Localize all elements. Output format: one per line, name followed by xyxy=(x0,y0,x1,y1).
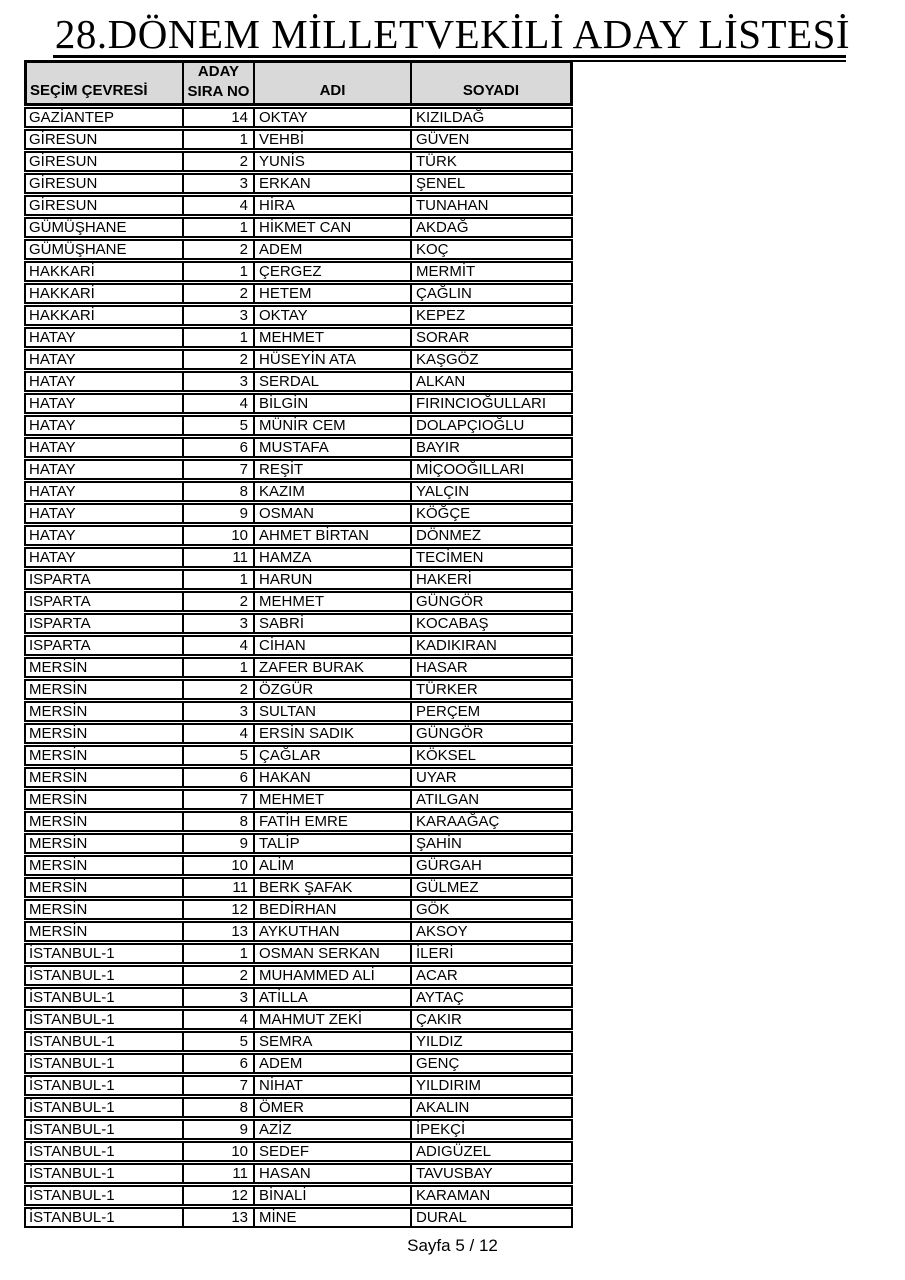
first-name-cell: ZAFER BURAK xyxy=(255,659,412,676)
first-name-cell: SEDEF xyxy=(255,1143,412,1160)
district-cell: MERSİN xyxy=(26,659,184,676)
last-name-cell: HAKERİ xyxy=(416,571,472,588)
order-no-cell: 5 xyxy=(184,747,255,764)
last-name-cell: ÇAKIR xyxy=(416,1011,462,1028)
last-name-cell: SORAR xyxy=(416,329,470,346)
header-district: SEÇİM ÇEVRESİ xyxy=(27,63,184,103)
table-row xyxy=(24,1163,573,1184)
last-name-cell: DURAL xyxy=(416,1209,467,1226)
first-name-cell: ÖZGÜR xyxy=(255,681,412,698)
first-name-cell: FATİH EMRE xyxy=(255,813,412,830)
table-row xyxy=(24,547,573,568)
order-no-cell: 2 xyxy=(184,967,255,984)
table-row xyxy=(24,1053,573,1074)
district-cell: İSTANBUL-1 xyxy=(26,1033,184,1050)
order-no-cell: 4 xyxy=(184,197,255,214)
table-row xyxy=(24,393,573,414)
table-row xyxy=(24,437,573,458)
order-no-cell: 1 xyxy=(184,571,255,588)
order-no-cell: 11 xyxy=(184,1165,255,1182)
last-name-cell: UYAR xyxy=(416,769,457,786)
order-no-cell: 12 xyxy=(184,1187,255,1204)
header-order-no-line1: ADAY xyxy=(197,63,240,80)
table-row xyxy=(24,789,573,810)
last-name-cell: ÇAĞLIN xyxy=(416,285,472,302)
order-no-cell: 1 xyxy=(184,131,255,148)
first-name-cell: ADEM xyxy=(255,1055,412,1072)
last-name-cell: GÜNGÖR xyxy=(416,725,484,742)
last-name-cell: AKDAĞ xyxy=(416,219,469,236)
order-no-cell: 2 xyxy=(184,681,255,698)
first-name-cell: OKTAY xyxy=(255,307,412,324)
order-no-cell: 8 xyxy=(184,813,255,830)
order-no-cell: 10 xyxy=(184,527,255,544)
first-name-cell: BİLGİN xyxy=(255,395,412,412)
last-name-cell: MERMİT xyxy=(416,263,476,280)
district-cell: HAKKARİ xyxy=(26,263,184,280)
table-row xyxy=(24,1207,573,1228)
first-name-cell: MEHMET xyxy=(255,791,412,808)
first-name-cell: MAHMUT ZEKİ xyxy=(255,1011,412,1028)
candidate-table xyxy=(24,60,573,1229)
first-name-cell: ERKAN xyxy=(255,175,412,192)
table-row xyxy=(24,591,573,612)
header-order-no xyxy=(184,63,255,103)
table-row xyxy=(24,965,573,986)
table-row xyxy=(24,107,573,128)
table-row xyxy=(24,943,573,964)
last-name-cell: TECİMEN xyxy=(416,549,484,566)
district-cell: GAZİANTEP xyxy=(26,109,184,126)
last-name-cell: GÜLMEZ xyxy=(416,879,479,896)
last-name-cell: FIRINCIOĞULLARI xyxy=(416,395,547,412)
district-cell: İSTANBUL-1 xyxy=(26,1099,184,1116)
district-cell: ISPARTA xyxy=(26,637,184,654)
district-cell: MERSİN xyxy=(26,813,184,830)
order-no-cell: 11 xyxy=(184,549,255,566)
district-cell: MERSİN xyxy=(26,923,184,940)
district-cell: GÜMÜŞHANE xyxy=(26,219,184,236)
district-cell: İSTANBUL-1 xyxy=(26,1055,184,1072)
last-name-cell: KEPEZ xyxy=(416,307,466,324)
district-cell: İSTANBUL-1 xyxy=(26,967,184,984)
first-name-cell: HASAN xyxy=(255,1165,412,1182)
order-no-cell: 1 xyxy=(184,219,255,236)
first-name-cell: MİNE xyxy=(255,1209,412,1226)
district-cell: MERSİN xyxy=(26,879,184,896)
district-cell: HATAY xyxy=(26,527,184,544)
table-row xyxy=(24,415,573,436)
table-row xyxy=(24,327,573,348)
table-row xyxy=(24,1141,573,1162)
first-name-cell: MUSTAFA xyxy=(255,439,412,456)
last-name-cell: ALKAN xyxy=(416,373,466,390)
order-no-cell: 1 xyxy=(184,659,255,676)
district-cell: HATAY xyxy=(26,395,184,412)
table-row xyxy=(24,987,573,1008)
last-name-cell: GENÇ xyxy=(416,1055,460,1072)
first-name-cell: KAZIM xyxy=(255,483,412,500)
order-no-cell: 3 xyxy=(184,615,255,632)
table-row xyxy=(24,349,573,370)
district-cell: MERSİN xyxy=(26,725,184,742)
first-name-cell: HARUN xyxy=(255,571,412,588)
first-name-cell: ATİLLA xyxy=(255,989,412,1006)
table-row xyxy=(24,855,573,876)
first-name-cell: ALİM xyxy=(255,857,412,874)
last-name-cell: GÜVEN xyxy=(416,131,470,148)
district-cell: GİRESUN xyxy=(26,197,184,214)
order-no-cell: 1 xyxy=(184,945,255,962)
district-cell: İSTANBUL-1 xyxy=(26,1187,184,1204)
order-no-cell: 6 xyxy=(184,769,255,786)
table-row xyxy=(24,657,573,678)
order-no-cell: 1 xyxy=(184,329,255,346)
first-name-cell: ERSİN SADIK xyxy=(255,725,412,742)
district-cell: GİRESUN xyxy=(26,153,184,170)
district-cell: MERSİN xyxy=(26,835,184,852)
order-no-cell: 12 xyxy=(184,901,255,918)
order-no-cell: 3 xyxy=(184,989,255,1006)
first-name-cell: NİHAT xyxy=(255,1077,412,1094)
order-no-cell: 13 xyxy=(184,923,255,940)
district-cell: İSTANBUL-1 xyxy=(26,1209,184,1226)
table-row xyxy=(24,811,573,832)
last-name-cell: MİÇOOĞILLARI xyxy=(416,461,525,478)
header-last-name: SOYADI xyxy=(462,82,520,99)
district-cell: HATAY xyxy=(26,439,184,456)
order-no-cell: 8 xyxy=(184,483,255,500)
first-name-cell: ADEM xyxy=(255,241,412,258)
order-no-cell: 8 xyxy=(184,1099,255,1116)
table-row xyxy=(24,305,573,326)
last-name-cell: KARAMAN xyxy=(416,1187,491,1204)
last-name-cell: YILDIRIM xyxy=(416,1077,482,1094)
last-name-cell: YALÇIN xyxy=(416,483,470,500)
first-name-cell: ÖMER xyxy=(255,1099,412,1116)
first-name-cell: BİNALİ xyxy=(255,1187,412,1204)
order-no-cell: 9 xyxy=(184,1121,255,1138)
order-no-cell: 10 xyxy=(184,857,255,874)
table-row xyxy=(24,217,573,238)
order-no-cell: 4 xyxy=(184,1011,255,1028)
order-no-cell: 4 xyxy=(184,725,255,742)
first-name-cell: BEDİRHAN xyxy=(255,901,412,918)
district-cell: MERSİN xyxy=(26,703,184,720)
first-name-cell: HİRA xyxy=(255,197,412,214)
table-row xyxy=(24,459,573,480)
first-name-cell: MEHMET xyxy=(255,593,412,610)
first-name-cell: SERDAL xyxy=(255,373,412,390)
order-no-cell: 2 xyxy=(184,153,255,170)
district-cell: ISPARTA xyxy=(26,615,184,632)
last-name-cell: TUNAHAN xyxy=(416,197,489,214)
table-row xyxy=(24,239,573,260)
order-no-cell: 5 xyxy=(184,1033,255,1050)
table-row xyxy=(24,569,573,590)
district-cell: İSTANBUL-1 xyxy=(26,1121,184,1138)
first-name-cell: OSMAN xyxy=(255,505,412,522)
order-no-cell: 3 xyxy=(184,373,255,390)
district-cell: İSTANBUL-1 xyxy=(26,1143,184,1160)
first-name-cell: HİKMET CAN xyxy=(255,219,412,236)
first-name-cell: HAKAN xyxy=(255,769,412,786)
district-cell: MERSİN xyxy=(26,791,184,808)
order-no-cell: 7 xyxy=(184,1077,255,1094)
order-no-cell: 4 xyxy=(184,637,255,654)
order-no-cell: 10 xyxy=(184,1143,255,1160)
district-cell: MERSİN xyxy=(26,747,184,764)
first-name-cell: OSMAN SERKAN xyxy=(255,945,412,962)
last-name-cell: PERÇEM xyxy=(416,703,481,720)
last-name-cell: TÜRK xyxy=(416,153,457,170)
table-row xyxy=(24,1119,573,1140)
last-name-cell: KAŞGÖZ xyxy=(416,351,479,368)
last-name-cell: GÜRGAH xyxy=(416,857,482,874)
first-name-cell: OKTAY xyxy=(255,109,412,126)
table-row xyxy=(24,129,573,150)
first-name-cell: AYKUTHAN xyxy=(255,923,412,940)
district-cell: HATAY xyxy=(26,483,184,500)
last-name-cell: KARAAĞAÇ xyxy=(416,813,500,830)
district-cell: İSTANBUL-1 xyxy=(26,1011,184,1028)
first-name-cell: SEMRA xyxy=(255,1033,412,1050)
table-row xyxy=(24,503,573,524)
table-row xyxy=(24,525,573,546)
last-name-cell: ACAR xyxy=(416,967,458,984)
order-no-cell: 5 xyxy=(184,417,255,434)
first-name-cell: VEHBİ xyxy=(255,131,412,148)
table-row xyxy=(24,1185,573,1206)
district-cell: GİRESUN xyxy=(26,131,184,148)
table-row xyxy=(24,723,573,744)
table-row xyxy=(24,701,573,722)
first-name-cell: REŞİT xyxy=(255,461,412,478)
first-name-cell: ÇAĞLAR xyxy=(255,747,412,764)
district-cell: HATAY xyxy=(26,549,184,566)
district-cell: HATAY xyxy=(26,373,184,390)
last-name-cell: DÖNMEZ xyxy=(416,527,481,544)
table-row xyxy=(24,195,573,216)
table-row xyxy=(24,173,573,194)
first-name-cell: HAMZA xyxy=(255,549,412,566)
first-name-cell: AHMET BİRTAN xyxy=(255,527,412,544)
last-name-cell: KOÇ xyxy=(416,241,449,258)
last-name-cell: KÖĞÇE xyxy=(416,505,471,522)
order-no-cell: 2 xyxy=(184,593,255,610)
district-cell: MERSİN xyxy=(26,681,184,698)
table-header-row xyxy=(24,60,573,106)
last-name-cell: ŞENEL xyxy=(416,175,466,192)
table-row xyxy=(24,1097,573,1118)
table-row xyxy=(24,679,573,700)
last-name-cell: KÖKSEL xyxy=(416,747,477,764)
last-name-cell: KADIKIRAN xyxy=(416,637,497,654)
first-name-cell: YUNİS xyxy=(255,153,412,170)
last-name-cell: AYTAÇ xyxy=(416,989,464,1006)
last-name-cell: AKSOY xyxy=(416,923,468,940)
page-title: 28.DÖNEM MİLLETVEKİLİ ADAY LİSTESİ xyxy=(54,11,851,57)
last-name-cell: TÜRKER xyxy=(416,681,478,698)
table-row xyxy=(24,371,573,392)
district-cell: HATAY xyxy=(26,417,184,434)
district-cell: MERSİN xyxy=(26,857,184,874)
page-number: Sayfa 5 / 12 xyxy=(407,1236,498,1255)
district-cell: HATAY xyxy=(26,351,184,368)
last-name-cell: İLERİ xyxy=(416,945,454,962)
table-row xyxy=(24,767,573,788)
last-name-cell: ŞAHİN xyxy=(416,835,462,852)
first-name-cell: SULTAN xyxy=(255,703,412,720)
district-cell: HATAY xyxy=(26,461,184,478)
district-cell: İSTANBUL-1 xyxy=(26,945,184,962)
last-name-cell: GÖK xyxy=(416,901,450,918)
last-name-cell: YILDIZ xyxy=(416,1033,463,1050)
table-row xyxy=(24,1009,573,1030)
order-no-cell: 13 xyxy=(184,1209,255,1226)
first-name-cell: CİHAN xyxy=(255,637,412,654)
district-cell: İSTANBUL-1 xyxy=(26,1077,184,1094)
table-row xyxy=(24,833,573,854)
last-name-cell: AKALIN xyxy=(416,1099,470,1116)
order-no-cell: 9 xyxy=(184,505,255,522)
order-no-cell: 3 xyxy=(184,175,255,192)
table-row xyxy=(24,1075,573,1096)
order-no-cell: 3 xyxy=(184,703,255,720)
last-name-cell: KIZILDAĞ xyxy=(416,109,485,126)
table-body xyxy=(24,107,573,1228)
last-name-cell: İPEKÇİ xyxy=(416,1121,466,1138)
table-row xyxy=(24,481,573,502)
district-cell: MERSİN xyxy=(26,769,184,786)
district-cell: İSTANBUL-1 xyxy=(26,989,184,1006)
first-name-cell: ÇERGEZ xyxy=(255,263,412,280)
header-order-no-line2: SIRA NO xyxy=(187,83,250,100)
order-no-cell: 3 xyxy=(184,307,255,324)
district-cell: HAKKARİ xyxy=(26,285,184,302)
table-row xyxy=(24,151,573,172)
order-no-cell: 9 xyxy=(184,835,255,852)
order-no-cell: 2 xyxy=(184,241,255,258)
district-cell: HAKKARİ xyxy=(26,307,184,324)
district-cell: GİRESUN xyxy=(26,175,184,192)
order-no-cell: 11 xyxy=(184,879,255,896)
last-name-cell: BAYIR xyxy=(416,439,460,456)
table-row xyxy=(24,1031,573,1052)
order-no-cell: 6 xyxy=(184,439,255,456)
first-name-cell: MUHAMMED ALİ xyxy=(255,967,412,984)
order-no-cell: 7 xyxy=(184,791,255,808)
order-no-cell: 14 xyxy=(184,109,255,126)
order-no-cell: 6 xyxy=(184,1055,255,1072)
table-row xyxy=(24,613,573,634)
order-no-cell: 2 xyxy=(184,285,255,302)
last-name-cell: ADIGÜZEL xyxy=(416,1143,492,1160)
first-name-cell: MEHMET xyxy=(255,329,412,346)
first-name-cell: TALİP xyxy=(255,835,412,852)
order-no-cell: 2 xyxy=(184,351,255,368)
last-name-cell: ATILGAN xyxy=(416,791,480,808)
table-row xyxy=(24,635,573,656)
last-name-cell: GÜNGÖR xyxy=(416,593,484,610)
district-cell: ISPARTA xyxy=(26,571,184,588)
district-cell: HATAY xyxy=(26,329,184,346)
last-name-cell: DOLAPÇIOĞLU xyxy=(416,417,525,434)
table-row xyxy=(24,921,573,942)
table-row xyxy=(24,745,573,766)
first-name-cell: BERK ŞAFAK xyxy=(255,879,412,896)
first-name-cell: HÜSEYİN ATA xyxy=(255,351,412,368)
first-name-cell: HETEM xyxy=(255,285,412,302)
table-row xyxy=(24,261,573,282)
first-name-cell: AZİZ xyxy=(255,1121,412,1138)
last-name-cell: KOCABAŞ xyxy=(416,615,489,632)
table-row xyxy=(24,899,573,920)
last-name-cell: HASAR xyxy=(416,659,468,676)
district-cell: İSTANBUL-1 xyxy=(26,1165,184,1182)
order-no-cell: 1 xyxy=(184,263,255,280)
order-no-cell: 7 xyxy=(184,461,255,478)
district-cell: ISPARTA xyxy=(26,593,184,610)
first-name-cell: MÜNİR CEM xyxy=(255,417,412,434)
first-name-cell: SABRİ xyxy=(255,615,412,632)
district-cell: HATAY xyxy=(26,505,184,522)
district-cell: MERSİN xyxy=(26,901,184,918)
last-name-cell: TAVUSBAY xyxy=(416,1165,493,1182)
table-row xyxy=(24,283,573,304)
district-cell: GÜMÜŞHANE xyxy=(26,241,184,258)
table-row xyxy=(24,877,573,898)
header-first-name: ADI xyxy=(255,63,412,103)
order-no-cell: 4 xyxy=(184,395,255,412)
